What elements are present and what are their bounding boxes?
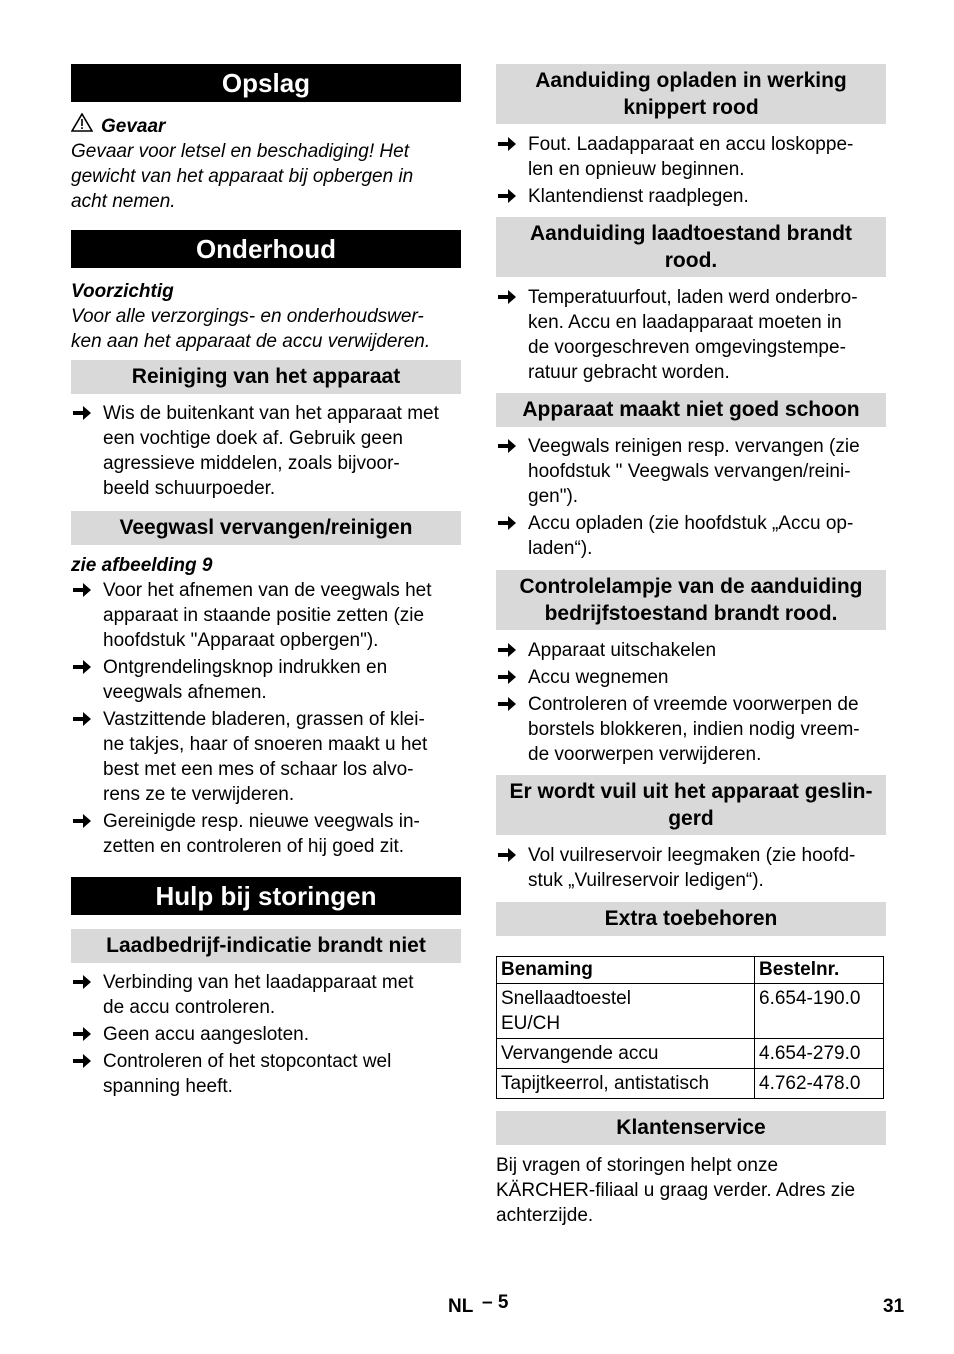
service-text: Bij vragen of storingen helpt onze KÄRCHER-filiaal u graag verder. Adres zie achterzijde.	[496, 1155, 856, 1226]
subheading-laadbedrijf: Laadbedrijf-indicatie brandt niet	[71, 929, 461, 963]
bullet-item: Geen accu aangesloten.	[71, 1022, 461, 1047]
arrow-right-icon	[498, 285, 518, 310]
subheading-veegwals: Veegwasl vervangen/reinigen	[71, 511, 461, 545]
warning-label: Gevaar	[101, 115, 166, 137]
arrow-right-icon	[73, 970, 93, 995]
caution-label: Voorzichtig	[71, 281, 174, 302]
arrow-right-icon	[498, 184, 518, 209]
subheading-opladen-knippert: Aanduiding opladen in werking knippert rood	[496, 64, 886, 124]
subheading-reiniging: Reiniging van het apparaat	[71, 360, 461, 394]
bullet-item: Klantendienst raadplegen.	[496, 184, 886, 209]
arrow-right-icon	[73, 578, 93, 603]
bullet-item: Controleren of vreemde voorwerpen de borstels blokkeren, indien nodig vreem- de voorwerpen verwijderen.	[496, 692, 886, 767]
left-column	[71, 64, 461, 1099]
arrow-right-icon	[498, 665, 518, 690]
page-number: 31	[883, 1296, 905, 1317]
accessories-table	[496, 956, 884, 1099]
table-row	[497, 1069, 884, 1099]
caution-text: Voor alle verzorgings- en onderhoudswer- ken aan het apparaat de accu verwijderen.	[71, 306, 431, 352]
warning-triangle-icon	[71, 113, 93, 139]
bullet-item: Temperatuurfout, laden werd onderbro- ken. Accu en laadapparaat moeten in de voorgeschreven omgevingstempe- ratuur gebracht worden.	[496, 285, 886, 385]
arrow-right-icon	[73, 809, 93, 834]
subheading-controlelampje: Controlelampje van de aanduiding bedrijfstoestand brandt rood.	[496, 570, 886, 630]
table-cell-nr: 6.654-190.0	[755, 984, 884, 1039]
subheading-extra-toebehoren: Extra toebehoren	[496, 902, 886, 936]
column-header-benaming: Benaming	[497, 957, 755, 984]
arrow-right-icon	[498, 638, 518, 663]
table-cell-nr: 4.654-279.0	[755, 1039, 884, 1069]
subheading-vuil-geslingerd: Er wordt vuil uit het apparaat geslin- gerd	[496, 775, 886, 835]
bullet-item: Accu opladen (zie hoofdstuk „Accu op- laden“).	[496, 511, 886, 561]
bullet-item: Veegwals reinigen resp. vervangen (zie hoofdstuk " Veegwals vervangen/reini- gen").	[496, 434, 886, 509]
table-cell-name: Vervangende accu	[497, 1039, 755, 1069]
bullet-item: Gereinigde resp. nieuwe veegwals in- zetten en controleren of hij goed zit.	[71, 809, 461, 859]
arrow-right-icon	[498, 511, 518, 536]
subheading-klantenservice: Klantenservice	[496, 1111, 886, 1145]
arrow-right-icon	[73, 401, 93, 426]
arrow-right-icon	[73, 1049, 93, 1074]
arrow-right-icon	[73, 655, 93, 680]
section-heading-opslag: Opslag	[71, 64, 461, 102]
section-heading-storingen: Hulp bij storingen	[71, 877, 461, 915]
warning-text: Gevaar voor letsel en beschadiging! Het gewicht van het apparaat bij opbergen in acht nemen.	[71, 141, 414, 212]
bullet-item: Apparaat uitschakelen	[496, 638, 886, 663]
table-cell-name: Tapijtkeerrol, antistatisch	[497, 1069, 755, 1099]
table-row	[497, 984, 884, 1039]
table-cell-name: Snellaadtoestel EU/CH	[497, 984, 755, 1039]
subheading-niet-schoon: Apparaat maakt niet goed schoon	[496, 393, 886, 427]
bullet-item: Verbinding van het laadapparaat met de accu controleren.	[71, 970, 461, 1020]
bullet-item: Controleren of het stopcontact wel spanning heeft.	[71, 1049, 461, 1099]
table-header-row	[497, 957, 884, 984]
bullet-item: Vol vuilreservoir leegmaken (zie hoofd- stuk „Vuilreservoir ledigen“).	[496, 843, 886, 893]
bullet-item: Voor het afnemen van de veegwals het apparaat in staande positie zetten (zie hoofdstuk "Apparaat opbergen").	[71, 578, 461, 653]
bullet-item: Ontgrendelingsknop indrukken en veegwals afnemen.	[71, 655, 461, 705]
arrow-right-icon	[498, 434, 518, 459]
right-column	[496, 64, 886, 1228]
arrow-right-icon	[498, 843, 518, 868]
bullet-item: Vastzittende bladeren, grassen of klei- ne takjes, haar of snoeren maakt u het best met een mes of schaar los alvo- rens ze te verwijderen.	[71, 707, 461, 807]
bullet-item: Fout. Laadapparaat en accu loskoppe- len en opnieuw beginnen.	[496, 132, 886, 182]
column-header-bestelnr: Bestelnr.	[755, 957, 884, 984]
bullet-item: Wis de buitenkant van het apparaat met een vochtige doek af. Gebruik geen agressieve middelen, zoals bijvoor- beeld schuurpoeder.	[71, 401, 461, 501]
table-row	[497, 1039, 884, 1069]
bullet-item: Accu wegnemen	[496, 665, 886, 690]
section-heading-onderhoud: Onderhoud	[71, 230, 461, 268]
arrow-right-icon	[498, 132, 518, 157]
arrow-right-icon	[73, 707, 93, 732]
subheading-laadtoestand-rood: Aanduiding laadtoestand brandt rood.	[496, 217, 886, 277]
warning-title	[71, 113, 461, 139]
figure-reference: zie afbeelding 9	[71, 555, 213, 576]
footer-language: NL	[448, 1296, 474, 1317]
arrow-right-icon	[73, 1022, 93, 1047]
table-cell-nr: 4.762-478.0	[755, 1069, 884, 1099]
arrow-right-icon	[498, 692, 518, 717]
footer-subpage: – 5	[482, 1292, 509, 1313]
